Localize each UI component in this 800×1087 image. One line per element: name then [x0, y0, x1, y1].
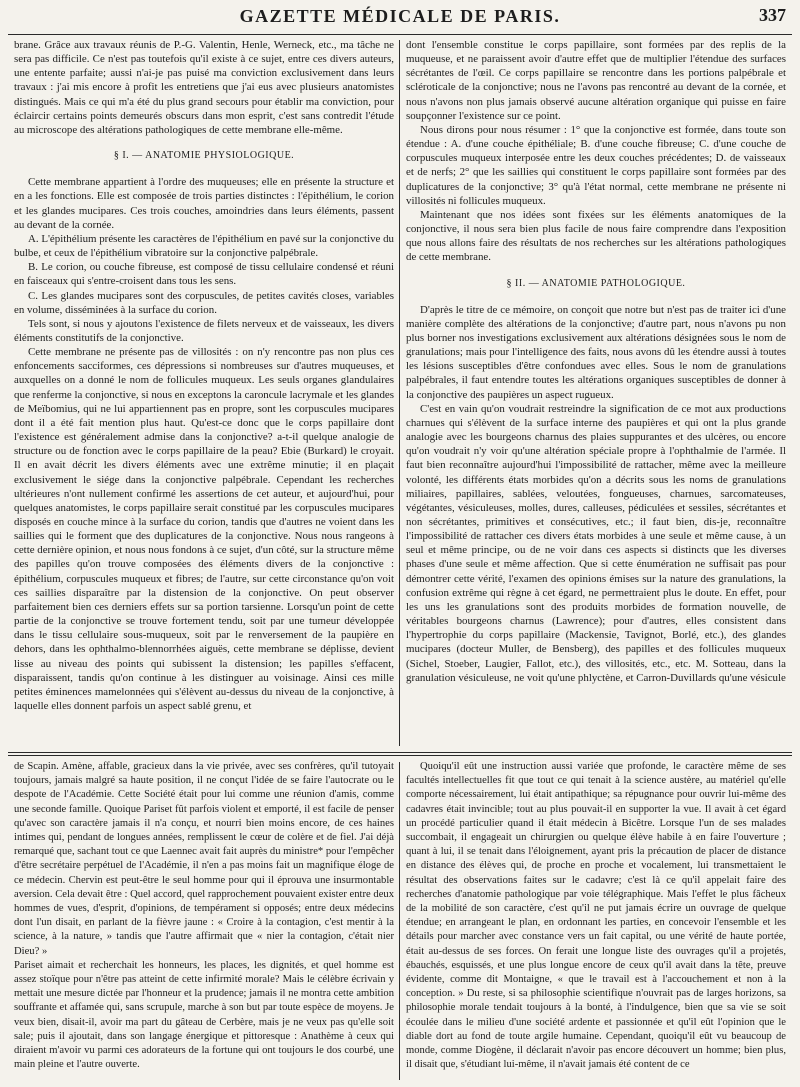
paragraph: Quoiqu'il eût une instruction aussi variée que profonde, le caractère même de ses facultés intellectuelles fit que tout ce qui tenait à la science austère, au matériel qu'elle comporte nécessairement, lui était antipathique; sa répugnance pour ouvrir lui-même des cadavres était invincible; tout au plus pouvait-il en supporter la vue. Il avait à cet égard un procédé particulier quand il était médecin à Bicêtre. Lorsque l'un de ses malades succombait, il engageait un chirurgien ou quelque élève habile à en faire l'ouverture ; quant à lui, il se tenait dans l'éloignement, ayant pris la précaution de placer de distance en distance des élèves qui, de proche en proche et vocalement, lui transmettaient le résultat des observations faites sur le cadavre; c'est là ce qu'il appelait faire des recherches d'anatomie pathologique par voie télégraphique. Mais l'effet le plus fâcheux de la mobilité de son caractère, c'est qu'il ne put jamais écrire un ouvrage de quelque étendue; en arrangeant le plan, en ordonnant les parties, en concevoir l'ensemble et les détails pour marcher avec constance vers un fait capital, ou une vérité de haute portée, était au-dessus de ses forces. On ferait une longue liste des ouvrages qu'il a projetés, ébauchés, esquissés, et une plus longue encore de ceux qu'il avait dans la tête, preuve évidente, comme dit Montaigne, « que le travail est à l'accouchement et non à la conception. » Du reste, si sa philosophie scientifique n'ouvrait pas de larges horizons, sa philosophie morale tendait toujours à la bonté, à l'indulgence, bien que sa vie se soit écoulée dans le milieu d'une société ardente et passionnée et qu'il eût l'opinion que le diable dort au fond de toute argile humaine. Cependant, quoiqu'il eût vu beaucoup de monde, comme Diogène, il déclarait n'avoir pas encore découvert un homme; bien plus, il disait que, s'étudiant lui-même, il n'avait jamais été content de ce: [406, 761, 786, 1071]
header-rule: [8, 34, 792, 35]
page-header: [0, 0, 800, 36]
section-heading: § II. — ANATOMIE PATHOLOGIQUE.: [506, 277, 686, 289]
top-right-column: [406, 38, 786, 746]
bottom-right-column: [406, 760, 786, 1082]
paragraph: Maintenant que nos idées sont fixées sur les éléments anatomiques de la conjonctive, il nous sera bien plus facile de nous faire comprendre dans l'exposition que nous allons faire des résultats de nos recherches sur les altérations pathologiques de cette membrane.: [406, 208, 786, 264]
bottom-left-column: [14, 760, 394, 1082]
feuilleton-rule-double: [8, 755, 792, 756]
paragraph: A. L'épithélium présente les caractères de l'épithélium en pavé sur la conjonctive du bulbe, et ceux de l'épithélium vibratoire sur la conjonctive palpébrale.: [14, 232, 394, 260]
paragraph: dont l'ensemble constitue le corps papillaire, sont formées par des replis de la muqueuse, et ne paraissent avoir d'autre effet que de multiplier l'étendue des surfaces sécrétantes de l'œil. Ce corps papillaire se rencontre dans les portions palpébrale et scléroticale de la conjonctive; nous ne l'avons pas rencontré au devant de la cornée, et nous n'avons non plus jamais observé aucune altération organique qui puisse en faire soupçonner l'existence sur ce point.: [406, 39, 786, 122]
section-heading: § I. — ANATOMIE PHYSIOLOGIQUE.: [113, 150, 295, 162]
paragraph: D'après le titre de ce mémoire, on conçoit que notre but n'est pas de traiter ici d'une manière complète des altérations de la conjonctive; d'autre part, nous n'avons pu non plus borner nos investigations exclusivement aux altérations désignées sous le nom de granulations; mais pour l'intelligence des faits, nous avons dû les étendre aussi à toutes les lésions susceptibles d'être confondues avec elles. Sous le nom de granulations palpébrales, il faut entendre toutes les altérations organiques susceptibles de donner à la conjonctive des paupières un aspect rugueux.: [406, 303, 786, 401]
paragraph: C'est en vain qu'on voudrait restreindre la signification de ce mot aux productions charnues qui s'élèvent de la surface interne des paupières et qui ont la plus grande analogie avec les bourgeons charnus des plaies suppurantes et des ulcères, ou encore qu'on voudrait n'y voir qu'une altération spéciale propre à l'ophthalmie de l'armée. Il faut bien reconnaître aujourd'hui l'impossibilité de rattacher, même avec la meilleure volonté, les différents états morbides qu'on a décrits sous les noms de granulations miliaires, papillaires, sablées, veloutées, fongueuses, charnues, sarcomateuses, végétantes, vésiculeuses, molles, dures, calleuses, pédiculées et sessiles, sécrétantes et non sécrétantes, primitives et consécutives, etc.; il faut bien, dis-je, reconnaître l'impossibilité de rattacher ces divers états morbides à une seule et même cause, à un seul et même principe, ou de ne voir dans ces aspects si distincts que les diverses phases d'une seule et même affection. Que si cette énumération ne suffisait pas pour démontrer cette vérité, l'examen des opinions émises sur la nature des granulations, la confusion extrême qui règne à cet égard, ne permettraient plus le doute. En effet, pour les uns les granulations sont des produits morbides de formation nouvelle, de véritables bourgeons charnus (Lawrence); pour d'autres, elles consistent dans l'hypertrophie du corps papillaire (Mackensie, Tavignot, Borlé, etc.), des glandes mucipares (docteur Muller, de Bensberg), des papilles et des follicules muqueux (Sichel, Stoeber, Laugier, Fallot, etc.), des villosités, etc., etc. M. Sotteau, dans la granulation vésiculeuse, ne voit qu'une phlyctène, et Carron-Duvillards qu'une vésicule: [406, 402, 786, 684]
feuilleton-rule: [8, 752, 792, 753]
paragraph: C. Les glandes mucipares sont des corpuscules, de petites cavités closes, variables en volume, disséminées à la surface du corion.: [14, 289, 394, 316]
paragraph: brane. Grâce aux travaux réunis de P.-G. Valentin, Henle, Werneck, etc., ma tâche ne sera pas difficile. Ce n'est pas toutefois qu'il existe à ce sujet, entre ces divers auteurs, une entente parfaite; aussi n'ai-je pas puisé ma conviction exclusivement dans leurs travaux : j'ai mis encore à profit les entretiens que j'ai eus avec plusieurs anatomistes distingués. Mais ce qui m'a été du plus grand secours pour établir ma conviction, pour éclaircir certains points demeurés obscurs dans mon esprit, c'est sans contredit l'étude au microscope des altérations pathologiques de cette membrane elle-même.: [14, 39, 394, 136]
paragraph: de Scapin. Amène, affable, gracieux dans la vie privée, avec ses confrères, qu'il tutoyait toujours, jamais malgré sa haute position, il ne conçut l'idée de se faire l'autocrate ou le despote de l'Académie. Cette Société était pour lui comme une réunion d'amis, comme une seconde famille. Quoique Pariset fût parfois violent et emporté, il est facile de penser qu'avec son caractère jamais il n'a conçu, et nourri bien moins encore, de ces haines intimes qui, pendant de longues années, remplissent le cœur de colère et de fiel. J'ai déjà remarqué que, sachant tout ce que Laennec avait fait auprès du ministre* pour l'empêcher d'être secrétaire perpétuel de l'Académie, il n'en a pas moins fait un magnifique éloge de ce médecin. Chervin est peut-être le seul homme pour qui il éprouva une insurmontable aversion. Cela devait être : Quel accord, quel rapprochement pouvaient exister entre deux hommes de vues, d'esprit, d'opinions, de tempérament si opposés; entre deux médecins dont l'un disait, en parlant de la fièvre jaune : « Croire à la contagion, c'est mentir à la science, à la nature, » tandis que l'autre affirmait que « nier la contagion, c'était nier Dieu? » Pariset aimait et recherchait les honneurs, les places, les dignités, et quel homme est assez stoïque pour n'être pas atteint de cette infirmité morale? Mais le célèbre écrivain y mettait une mesure dictée par l'honneur et la prudence; jamais il ne montra cette ambition souffrante et affamée qui, sans scrupule, marche à son but par toute espèce de moyens. Je veux bien, disait-il, avoir ma part du gâteau de Cerbère, mais je ne veux pas qu'elle soit sale; puis il ajoutait, dans son langage énergique et pittoresque : Anathème à ceux qui diraient m'avoir vu parmi ces adorateurs de la fortune qui ont toujours le dos courbé, une main pleine et l'autre ouverte.: [14, 761, 394, 1071]
top-left-column: [14, 38, 394, 746]
paragraph: B. Le corion, ou couche fibreuse, est composé de tissu cellulaire condensé et réuni en faisceaux qui s'entre-croisent dans tous les sens.: [14, 261, 394, 288]
column-divider: [399, 40, 400, 746]
paragraph: Cette membrane appartient à l'ordre des muqueuses; elle en présente la structure et en a les fonctions. Elle est composée de trois parties distinctes : l'épithélium, le corion et les glandes mucipares. Ces trois couches, amoindries dans leurs éléments, passent au devant de la cornée.: [14, 176, 394, 231]
paragraph: Cette membrane ne présente pas de villosités : on n'y rencontre pas non plus ces enfoncements sacciformes, ces dépressions si nombreuses sur d'autres muqueuses, et auxquelles on a donné le nom de follicules muqueux. Les seuls organes glandulaires que renferme la conjonctive, si nous en exceptons la caroncule lacrymale et les glandes de Meïbomius, qui ne lui appartiennent pas en propre, sont les corpuscules mucipares dont il a été fait mention plus haut. Qu'est-ce donc que le corps papillaire dont l'existence est généralement admise dans la conjonctive? a-t-il quelque analogie de structure ou de fonction avec le corps papillaire de la peau? Ebie (Burkard) le croyait. Il en avait décrit les divers éléments avec une extrême minutie; il en plaçait exclusivement le siége dans la conjonctive palpébrale. Cependant les recherches ultérieures n'ont nullement confirmé les assertions de cet auteur, et aujourd'hui, pour quelques anatomistes, le corps papillaire serait constitué par les corpuscules mucipares disposés en couche mince à la surface du corion, tandis que d'autres ne voient dans les saillies qui le forment que des duplicatures de la conjonctive. Nous nous rangeons à cette dernière opinion, et nous nous fondons à ce sujet, d'un côté, sur la structure même des papilles qu'on trouve composées des éléments divers de la conjonctive : épithélium, corpuscules muqueux et fibres; de l'autre, sur cette circonstance qu'on voit ces saillies disparaître par la distension de la conjonctive. On peut observer parfaitement bien ces derniers effets sur sa portion tarsienne. Lorsqu'un point de cette partie de la conjonctive se trouve fortement tendu, soit par une tumeur développée dans le tissu cellulaire sous-muqueux, soit par le renversement de la paupière en dehors, dans les ophthalmo-blennorrhées aiguës, cette membrane se déplisse, devient lisse au niveau des points qui subissent la distension; les papilles s'effacent, disparaissent, tandis qu'on continue à les distinguer au voisinage. Ainsi ces mille petites éminences mamelonnées qui s'élèvent au-dessus du niveau de la conjonctive, à laquelle elles donnent parfois un aspect sablé grenu, et: [14, 346, 394, 713]
column-divider-bottom: [399, 762, 400, 1080]
paragraph: Tels sont, si nous y ajoutons l'existence de filets nerveux et de vaisseaux, les divers éléments constitutifs de la conjonctive.: [14, 317, 394, 344]
running-title: GAZETTE MÉDICALE DE PARIS.: [239, 6, 561, 26]
paragraph: Nous dirons pour nous résumer : 1° que la conjonctive est formée, dans toute son étendue : A. d'une couche épithéliale; B. d'une couche fibreuse; C. d'une couche de corpuscules muqueux interposée entre les deux couches précédentes; D. de vaisseaux et de nerfs; 2° que les saillies qui constituent le corps papillaire sont formées par des duplicatures de la conjonctive; 3° qu'à l'état normal, cette membrane ne présente ni villosités ni follicules muqueux.: [406, 123, 786, 207]
page-number: 337: [759, 5, 786, 25]
